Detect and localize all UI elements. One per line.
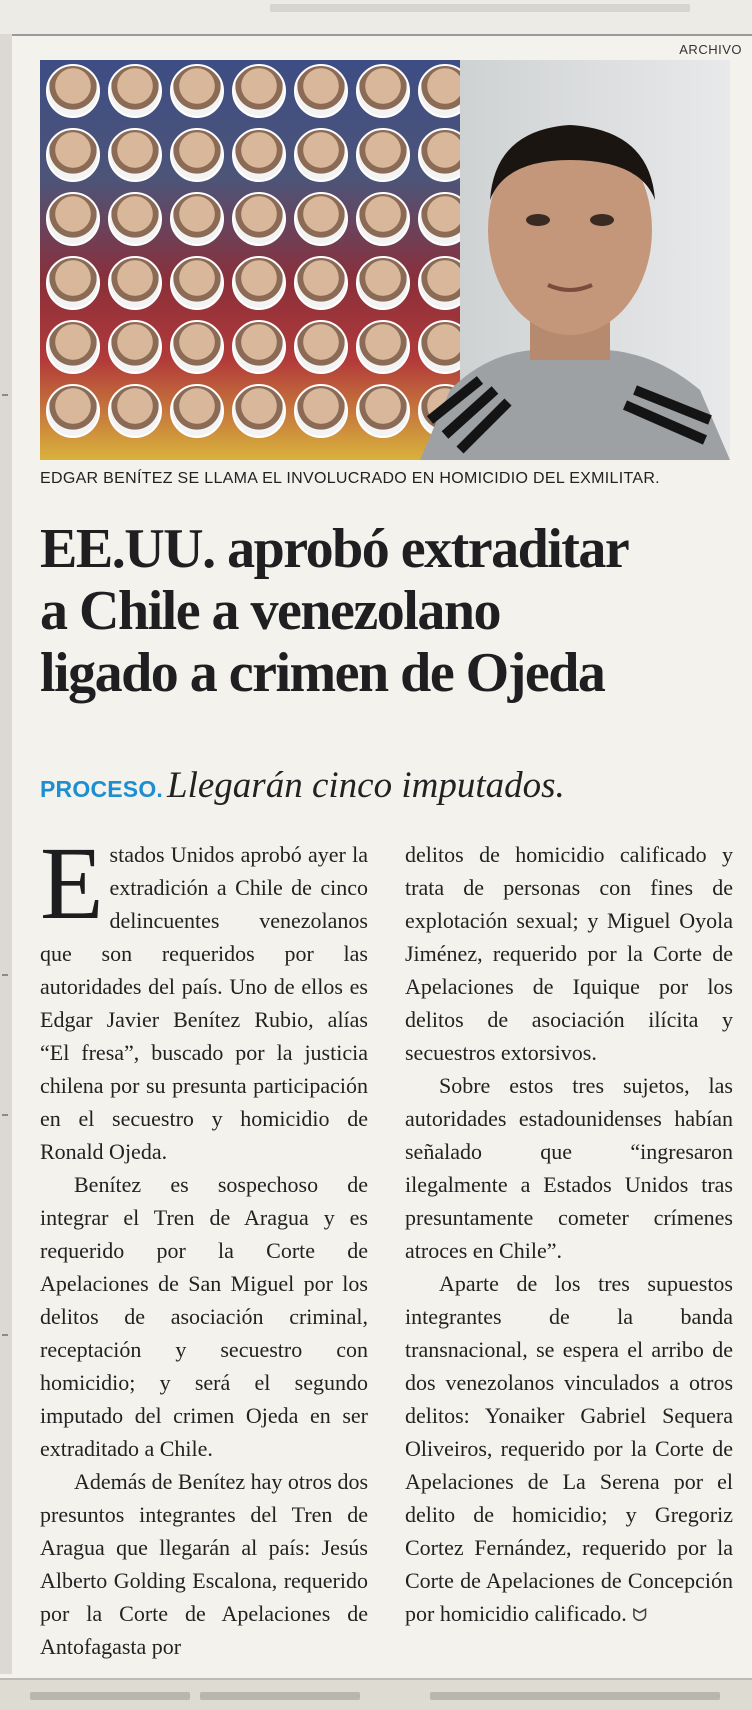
body-paragraph [40,826,368,1168]
mugshot-circle [170,384,224,438]
eye [590,214,614,226]
edge-mark [2,1114,8,1116]
mugshot-circle [170,64,224,118]
mugshot-circle [46,256,100,310]
mugshot-circle [356,320,410,374]
mugshot-circle [170,256,224,310]
mugshot-circle [46,64,100,118]
mugshot-circle [108,128,162,182]
mugshot-circle [170,320,224,374]
mugshot-circle [294,384,348,438]
headline-line: a Chile a venezolano [40,580,500,642]
photo-caption: EDGAR BENÍTEZ SE LLAMA EL INVOLUCRADO EN HOMICIDIO DEL EXMILITAR. [40,470,660,487]
mugshot-circle [356,192,410,246]
previous-page-edge [0,0,752,36]
cut-off-text [200,1692,360,1700]
body-paragraph: delitos de homicidio calificado y trata de personas con fines de explotación sexual; y Miguel Oyola Jiménez, requerido por la Corte de Apelaciones de Iquique por los delitos de asociación ilícita y secuestros extorsivos. [405,842,733,1065]
mugshot-circle [108,64,162,118]
mugshot-circle [294,256,348,310]
article-photo [40,60,730,460]
drop-cap: E [40,826,104,941]
edge-mark [2,1334,8,1336]
mugshot-circle [46,192,100,246]
edge-mark [2,974,8,976]
mugshot-circle [46,384,100,438]
body-paragraph: Además de Benítez hay otros dos presuntos integrantes del Tren de Aragua que llegarán al país: Jesús Alberto Golding Escalona, requerido por la Corte de Apelaciones de Antofagasta por [40,1469,368,1659]
kicker-label: PROCESO. [40,776,164,802]
end-mark-icon: ᗢ [632,1605,648,1626]
body-paragraph: Sobre estos tres sujetos, las autoridades estadounidenses habían señalado que “ingresaron ilegalmente a Estados Unidos tras presuntamente cometer crímenes atroces en Chile”. [405,1073,733,1263]
mugshot-circle [232,256,286,310]
mugshot-circle [232,192,286,246]
photo-credit: ARCHIVO [679,42,742,57]
mugshot-circle [356,64,410,118]
kicker-deck: Llegarán cinco imputados. [167,765,565,806]
cut-off-text [30,1692,190,1700]
mugshot-circle [232,320,286,374]
paragraph-text: stados Unidos aprobó ayer la extradición a Chile de cinco delincuentes venezolanos que son requeridos por las autoridades del país. Uno de ellos es Edgar Javier Benítez Rubio, alías “El fresa”, buscado por la justicia chilena por su presunta participación en el secuestro y homicidio de Ronald Ojeda. [40,842,368,1164]
mugshot-circle [170,192,224,246]
edge-mark [2,394,8,396]
mugshot-circle [232,64,286,118]
next-article-edge [0,1678,752,1710]
mugshot-circle [294,192,348,246]
mugshot-circle [46,320,100,374]
mugshot-circle [356,384,410,438]
mugshot-circle [108,384,162,438]
mugshot-circle [108,192,162,246]
body-paragraph [405,1267,733,1632]
mugshot-circle [356,128,410,182]
mugshot-circle [294,64,348,118]
cut-off-text [270,4,690,12]
mugshot-circle [108,256,162,310]
mugshot-circle [108,320,162,374]
body-paragraph: Benítez es sospechoso de integrar el Tren de Aragua y es requerido por la Corte de Apelaciones de San Miguel por los delitos de asociación criminal, receptación y secuestro con homicidio; y será el segundo imputado del crimen Ojeda en ser extraditado a Chile. [40,1172,368,1461]
mugshot-circle [294,128,348,182]
body-column-1 [40,826,368,1663]
mugshot-circle [232,384,286,438]
body-column-2 [405,838,733,1632]
suspect-portrait [410,90,730,460]
paragraph-text: Aparte de los tres supuestos integrantes de la banda transnacional, se espera el arribo de dos venezolanos vinculados a otros delitos: Yonaiker Gabriel Sequera Oliveiros, requerido por la Corte de Apelaciones de La Serena por el delito de homicidio; y Gregoriz Cortez Fernández, requerido por la Corte de Apelaciones de Concepción por homicidio calificado. [405,1271,733,1626]
cut-off-text [430,1692,720,1700]
mugshot-circle [356,256,410,310]
mugshot-circle [170,128,224,182]
mugshot-circle [232,128,286,182]
mugshot-circle [294,320,348,374]
kicker [40,764,740,807]
headline-line: EE.UU. aprobó extraditar [40,518,629,580]
adjacent-column-edge [0,34,12,1674]
eye [526,214,550,226]
headline [40,518,740,704]
headline-line: ligado a crimen de Ojeda [40,642,605,704]
mugshot-circle [46,128,100,182]
